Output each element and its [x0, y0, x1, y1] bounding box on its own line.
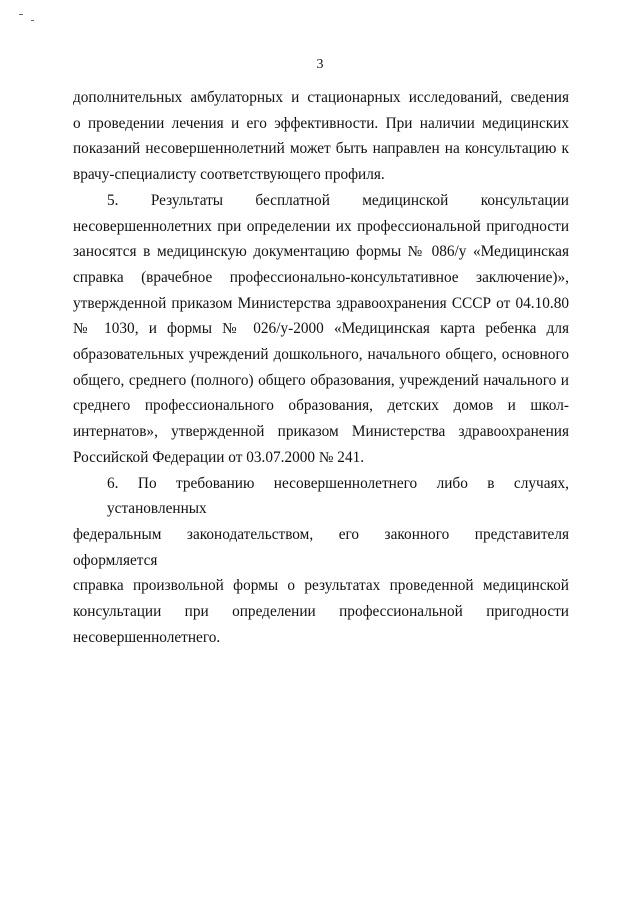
text-line: образовательных учреждений дошкольного, начального общего, основного [73, 346, 569, 364]
text-line: дополнительных амбулаторных и стационарных исследований, сведения [73, 89, 569, 106]
text-line: среднего профессионального образования, детских домов и школ- [73, 397, 569, 415]
text-line: 6. По требованию несовершеннолетнего либо в случаях, установленных [107, 474, 569, 518]
text-line: несовершеннолетнего. [73, 628, 221, 646]
document-body [73, 85, 569, 650]
text-line: утвержденной приказом Министерства здравоохранения СССР от 04.10.80 [73, 294, 569, 312]
text-line: 5. Результаты бесплатной медицинской консультации [107, 191, 569, 209]
text-line: заносятся в медицинскую документацию формы № 086/у «Медицинская [73, 243, 569, 261]
text-line: интернатов», утвержденной приказом Министерства здравоохранения [73, 423, 569, 441]
text-line: № 1030, и формы № 026/у-2000 «Медицинская карта ребенка для [73, 320, 569, 338]
text-line: федеральным законодательством, его законного представителя оформляется [73, 525, 569, 569]
text-line: справка (врачебное профессионально-консультативное заключение)», [73, 268, 569, 286]
text-line: консультации при определении профессиональной пригодности [73, 603, 569, 621]
text-line: Российской Федерации от 03.07.2000 № 241. [73, 448, 365, 466]
scan-mark [19, 14, 23, 15]
text-line: общего, среднего (полного) общего образования, учреждений начального и [73, 371, 569, 389]
text-line: о проведении лечения и его эффективности. При наличии медицинских [73, 114, 569, 132]
scan-mark [31, 20, 34, 21]
text-line: несовершеннолетних при определении их профессиональной пригодности [73, 217, 569, 235]
text-line: врачу-специалисту соответствующего профиля. [73, 166, 385, 184]
text-line: показаний несовершеннолетний может быть направлен на консультацию к [73, 140, 569, 158]
text-line: справка произвольной формы о результатах проведенной медицинской [73, 577, 569, 595]
page-number: 3 [316, 57, 324, 72]
